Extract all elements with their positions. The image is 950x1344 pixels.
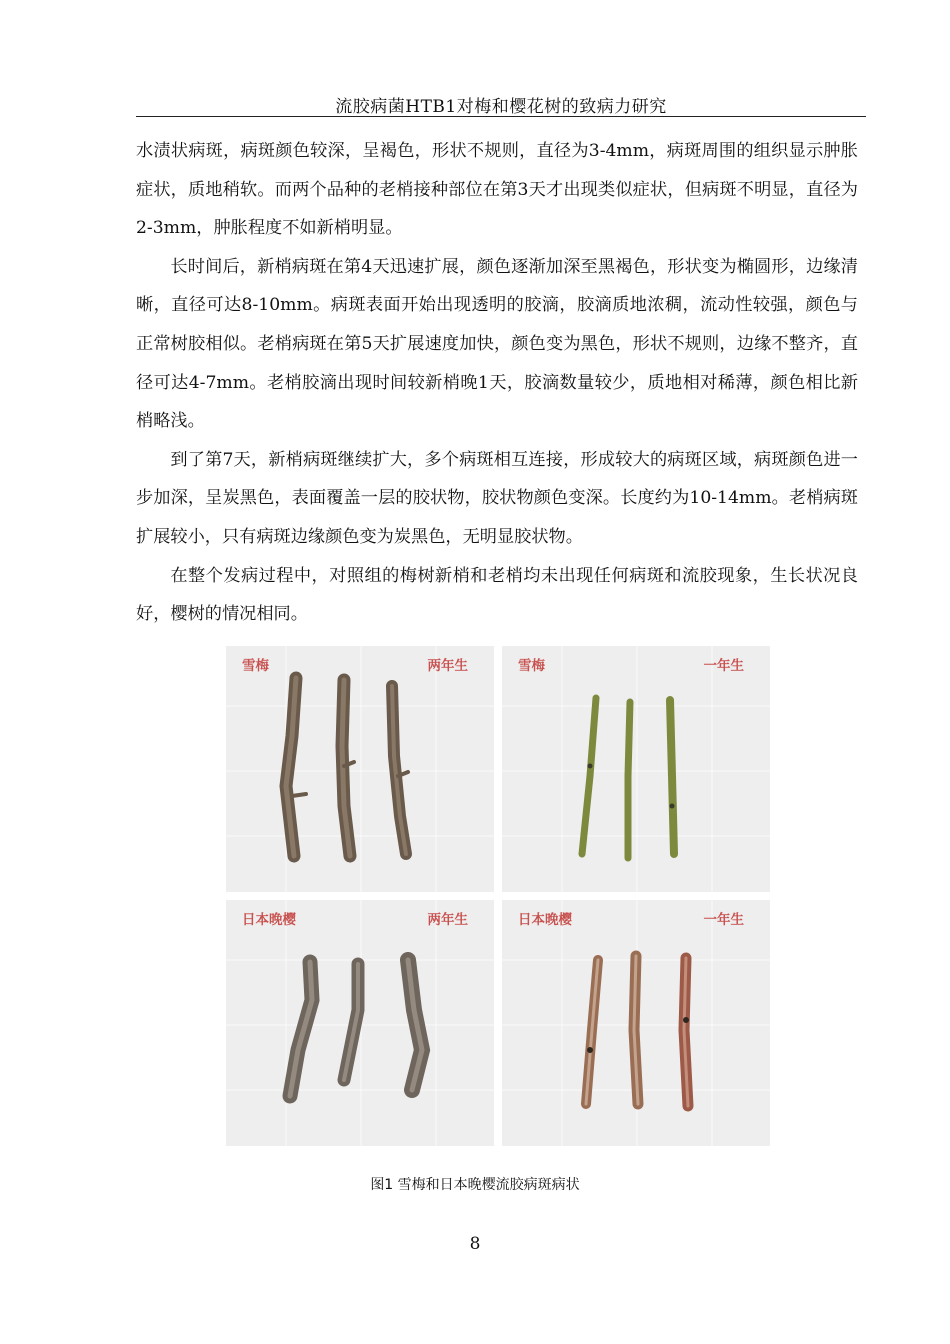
paragraph-4: 在整个发病过程中，对照组的梅树新梢和老梢均未出现任何病斑和流胶现象，生长状况良好，樱树的情况相同。 (136, 565, 858, 625)
panel-variety-label: 雪梅 (242, 658, 269, 674)
body-text (136, 132, 858, 634)
panel-age-label: 一年生 (703, 912, 744, 928)
paragraph-2: 长时间后，新梢病斑在第4天迅速扩展，颜色逐渐加深至黑褐色，形状变为椭圆形，边缘清晰，直径可达8-10mm。病斑表面开始出现透明的胶滴，胶滴质地浓稠，流动性较强，颜色与正常树胶相似。老梢病斑在第5天扩展速度加快，颜色变为黑色，形状不规则，边缘不整齐，直径可达4-7mm。老梢胶滴出现时间较新梢晚1天，胶滴数量较少，质地相对稀薄，颜色相比新梢略浅。 (136, 256, 858, 432)
running-header: 流胶病菌HTB1对梅和樱花树的致病力研究 (335, 97, 667, 117)
page-number: 8 (469, 1234, 481, 1254)
branches (290, 960, 422, 1096)
branches (286, 678, 408, 856)
branch-photo (226, 646, 494, 892)
branch-photo (226, 900, 494, 1146)
figure-1 (226, 646, 770, 1146)
photo-panel-xuemei-one-year (502, 646, 770, 892)
branches (582, 698, 675, 858)
header-rule (136, 116, 866, 117)
photo-panel-xuemei-two-year (226, 646, 494, 892)
branches (586, 956, 689, 1106)
paragraph-1: 水渍状病斑，病斑颜色较深，呈褐色，形状不规则，直径为3-4mm，病斑周围的组织显示肿胀症状，质地稍软。而两个品种的老梢接种部位在第3天才出现类似症状，但病斑不明显，直径为2-3mm，肿胀程度不如新梢明显。 (136, 141, 858, 239)
panel-age-label: 两年生 (427, 912, 468, 928)
panel-age-label: 两年生 (427, 658, 468, 674)
figure-caption: 图1 雪梅和日本晚樱流胶病斑病状 (370, 1177, 580, 1193)
photo-panel-sakura-two-year (226, 900, 494, 1146)
branch-photo (502, 900, 770, 1146)
paragraph-3: 到了第7天，新梢病斑继续扩大，多个病斑相互连接，形成较大的病斑区域，病斑颜色进一步加深，呈炭黑色，表面覆盖一层的胶状物，胶状物颜色变深。长度约为10-14mm。老梢病斑扩展较小，只有病斑边缘颜色变为炭黑色，无明显胶状物。 (136, 449, 858, 547)
photo-panel-sakura-one-year (502, 900, 770, 1146)
branch-photo (502, 646, 770, 892)
panel-variety-label: 雪梅 (518, 658, 545, 674)
panel-variety-label: 日本晚樱 (518, 912, 572, 928)
panel-variety-label: 日本晚樱 (242, 912, 296, 928)
panel-age-label: 一年生 (703, 658, 744, 674)
